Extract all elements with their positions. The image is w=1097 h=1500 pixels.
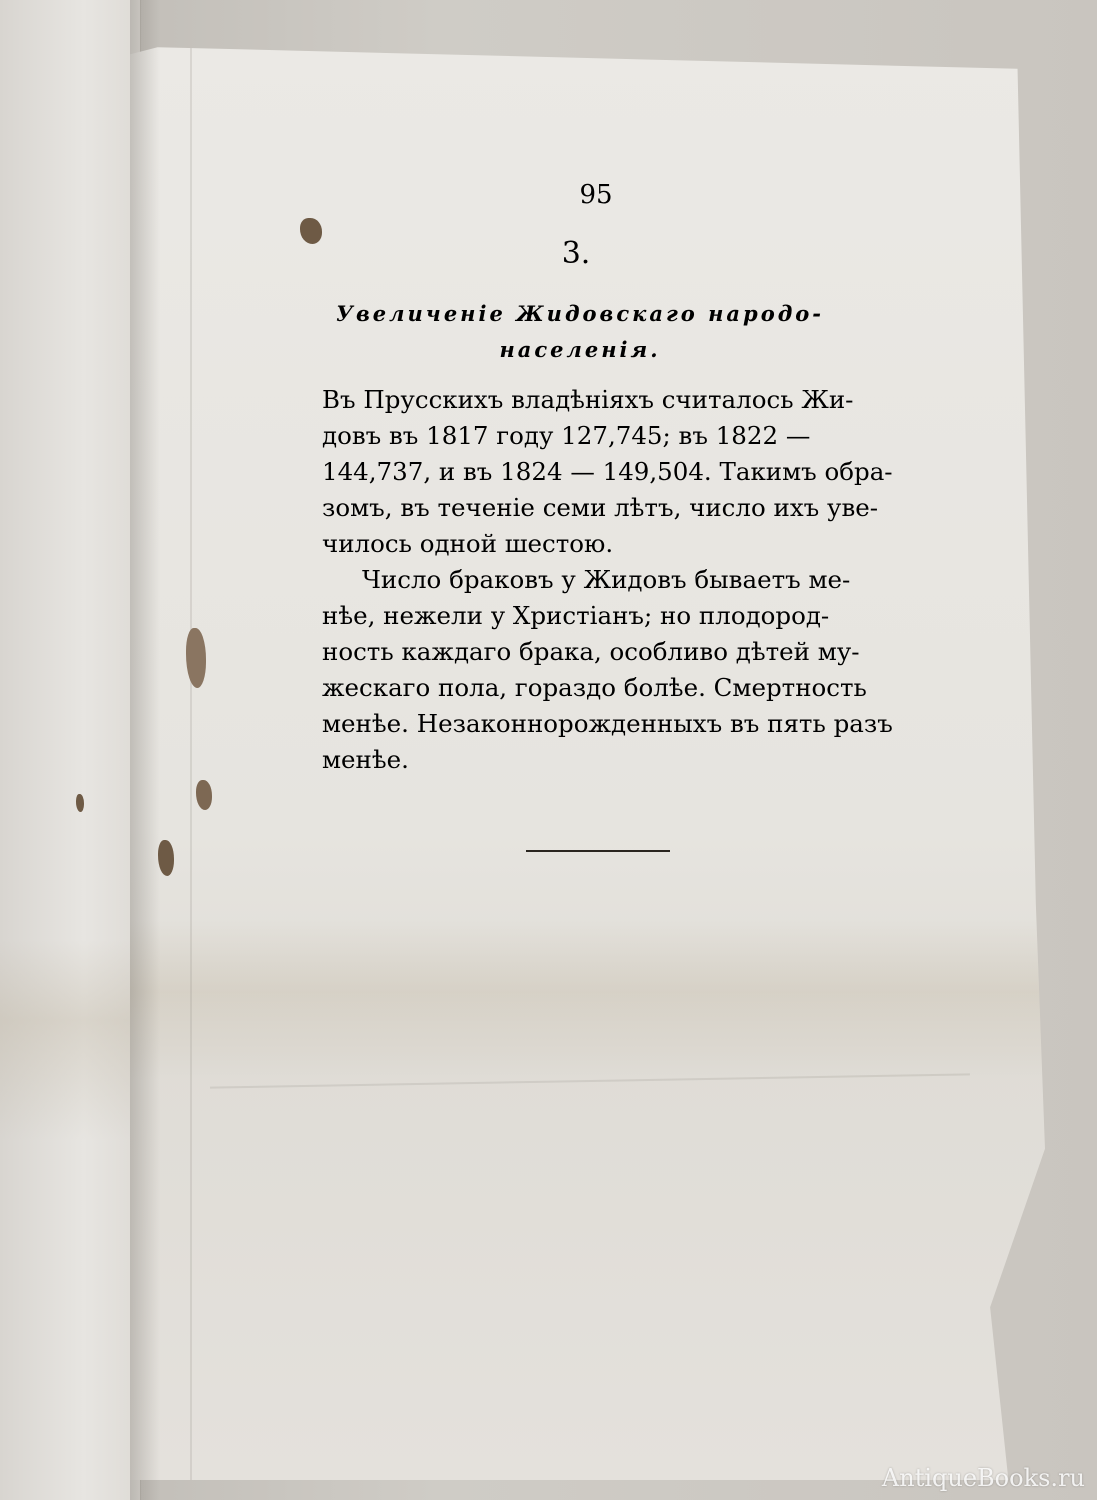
watermark: AntiqueBooks.ru: [881, 1464, 1085, 1492]
wormhole-damage: [76, 794, 84, 812]
section-heading: [310, 296, 850, 368]
wormhole-damage: [158, 840, 174, 876]
text-line: менѣе. Незаконнорожденныхъ въ пять разъ: [322, 709, 893, 738]
section-divider: [526, 850, 670, 852]
paragraph-1: [322, 382, 893, 562]
water-stain: [130, 920, 1045, 1080]
text-line: зомъ, въ теченіе семи лѣтъ, число ихъ уве-: [322, 493, 879, 522]
text-line: 144,737, и въ 1824 — 149,504. Такимъ обра-: [322, 457, 893, 486]
text-line: ность каждаго брака, особливо дѣтей му-: [322, 637, 860, 666]
paragraph-2: [322, 562, 893, 778]
heading-line: населенія.: [499, 337, 661, 362]
left-facing-leaf: [0, 0, 141, 1500]
text-line: Число браковъ у Жидовъ бываетъ ме-: [362, 565, 851, 594]
text-line: жескаго пола, гораздо болѣе. Смертность: [322, 673, 867, 702]
heading-line: Увеличеніе Жидовскаго народо-: [335, 301, 825, 326]
page-crease: [190, 40, 192, 1480]
text-line: довъ въ 1817 году 127,745; въ 1822 —: [322, 421, 811, 450]
wormhole-damage: [300, 218, 322, 244]
wormhole-damage: [186, 628, 206, 688]
water-stain: [0, 940, 140, 1140]
section-number: 3.: [561, 236, 591, 271]
text-line: менѣе.: [322, 745, 409, 774]
text-line: нѣе, нежели у Христіанъ; но плодород-: [322, 601, 830, 630]
wormhole-damage: [196, 780, 212, 810]
gutter-shadow: [130, 0, 160, 1500]
text-line: чилось одной шестою.: [322, 529, 614, 558]
page-number: 95: [579, 180, 613, 210]
text-line: Въ Прусскихъ владѣніяхъ считалось Жи-: [322, 385, 854, 414]
